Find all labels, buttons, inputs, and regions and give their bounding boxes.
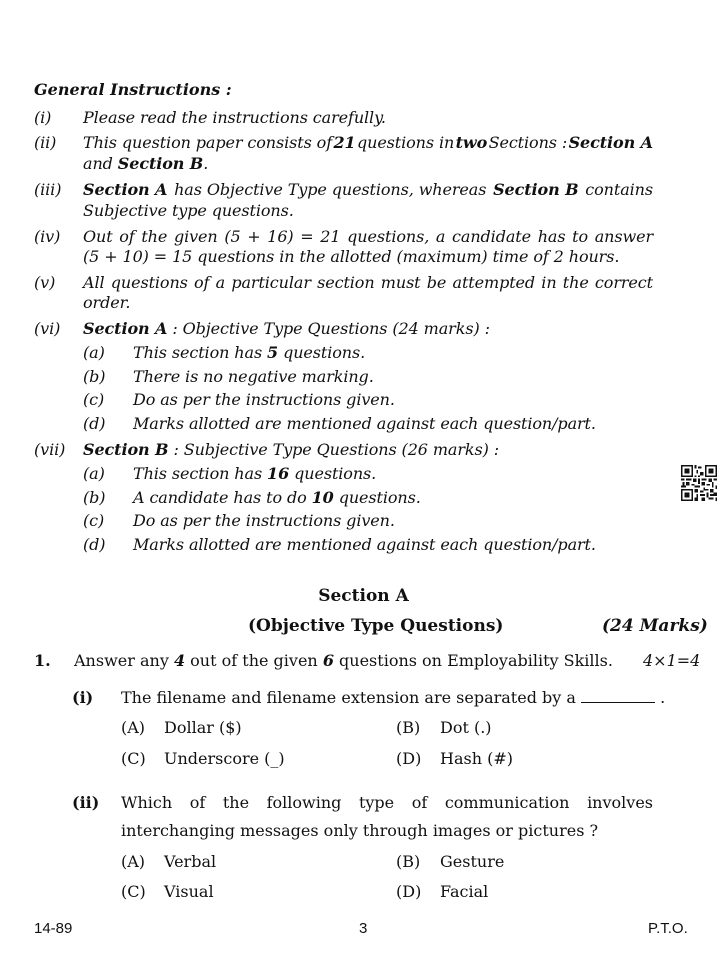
subquestion-fragment: .	[660, 688, 666, 707]
instruction-text-ii-line1	[83, 133, 653, 152]
sub-fragment: A candidate has to do	[133, 488, 312, 507]
option-label: (D)	[396, 749, 422, 768]
sub-fragment: questions.	[289, 464, 377, 483]
instruction-bold: Section A	[568, 133, 653, 152]
sub-text	[133, 464, 376, 483]
instruction-bold: Section A	[83, 319, 168, 338]
instruction-fragment: : Subjective Type Questions (26 marks) :	[168, 440, 500, 459]
instruction-bold: 21	[333, 133, 356, 152]
instruction-num: (iv)	[34, 227, 61, 246]
instruction-num: (ii)	[34, 133, 57, 152]
option-text: Dollar ($)	[164, 718, 242, 737]
sub-num: (a)	[83, 343, 105, 362]
instruction-bold: Section B	[493, 180, 579, 199]
instruction-fragment: This question paper consists of	[83, 133, 333, 152]
section-subtitle: (Objective Type Questions)	[248, 616, 504, 636]
option-text: Visual	[164, 882, 214, 901]
sub-text: Marks allotted are mentioned against each question/part.	[133, 414, 596, 433]
instruction-bold: Section B	[117, 154, 204, 173]
sub-text: Marks allotted are mentioned against each question/part.	[133, 535, 596, 554]
instruction-text: (5 + 10) = 15 questions in the allotted (maximum) time of 2 hours.	[83, 247, 620, 266]
section-a-instruction-heading	[83, 319, 490, 338]
instruction-num: (vii)	[34, 440, 66, 459]
sub-fragment: This section has	[133, 464, 268, 483]
instruction-num: (iii)	[34, 180, 62, 199]
sub-num: (a)	[83, 464, 105, 483]
option-label: (B)	[396, 852, 421, 871]
sub-text: There is no negative marking.	[133, 367, 374, 386]
instruction-text-iii-line1	[83, 180, 653, 199]
page-number: 3	[359, 920, 368, 937]
question-text	[74, 651, 613, 670]
option-label: (C)	[121, 882, 146, 901]
sub-text	[133, 488, 421, 507]
question-bold: 4	[173, 651, 186, 670]
instruction-bold: Section A	[83, 180, 168, 199]
instruction-text-ii-line2	[83, 154, 208, 173]
option-text: Facial	[440, 882, 489, 901]
sub-bold: 16	[267, 464, 290, 483]
instructions-heading: General Instructions :	[34, 80, 232, 99]
instruction-text: Please read the instructions carefully.	[83, 108, 386, 127]
subquestion-text	[121, 688, 665, 707]
instruction-fragment: : Objective Type Questions (24 marks) :	[167, 319, 490, 338]
instruction-bold: Section B	[83, 440, 169, 459]
sub-num: (d)	[83, 535, 106, 554]
instruction-fragment: Sections :	[488, 133, 568, 152]
sub-num: (b)	[83, 367, 106, 386]
paper-code: 14-89	[34, 920, 73, 937]
instruction-fragment: contains	[585, 180, 653, 199]
option-label: (C)	[121, 749, 146, 768]
instruction-text: Out of the given (5 + 16) = 21 questions, a candidate has to answer	[83, 227, 653, 246]
sub-bold: 10	[311, 488, 334, 507]
option-label: (A)	[121, 852, 146, 871]
question-fragment: questions on Employability Skills.	[333, 651, 613, 670]
question-number: 1.	[34, 651, 51, 670]
subquestion-fragment: The filename and filename extension are separated by a	[121, 688, 576, 707]
subquestion-text: Which of the following type of communication involves	[121, 793, 653, 812]
question-fragment: out of the given	[185, 651, 323, 670]
option-text: Underscore (_)	[164, 749, 285, 768]
option-label: (D)	[396, 882, 422, 901]
instruction-text: Subjective type questions.	[83, 201, 294, 220]
option-text: Hash (#)	[440, 749, 513, 768]
sub-num: (c)	[83, 390, 105, 409]
section-marks: (24 Marks)	[602, 616, 708, 636]
sub-text	[133, 343, 365, 362]
sub-num: (c)	[83, 511, 105, 530]
answer-blank	[581, 690, 655, 703]
question-bold: 6	[322, 651, 334, 670]
instruction-text: order.	[83, 293, 131, 312]
option-text: Verbal	[164, 852, 217, 871]
instruction-fragment: questions in	[356, 133, 455, 152]
sub-text: Do as per the instructions given.	[133, 390, 395, 409]
qr-code-icon	[681, 465, 717, 501]
question-marks: 4×1=4	[643, 651, 701, 670]
subquestion-number: (ii)	[72, 793, 100, 812]
sub-fragment: This section has	[133, 343, 268, 362]
instruction-fragment: and	[83, 154, 118, 173]
option-text: Dot (.)	[440, 718, 492, 737]
sub-text: Do as per the instructions given.	[133, 511, 395, 530]
instruction-text: All questions of a particular section must be attempted in the correct	[83, 273, 653, 292]
question-fragment: Answer any	[74, 651, 174, 670]
instruction-num: (vi)	[34, 319, 61, 338]
sub-bold: 5	[267, 343, 279, 362]
option-text: Gesture	[440, 852, 505, 871]
instruction-fragment: has Objective Type questions, whereas	[174, 180, 487, 199]
sub-num: (d)	[83, 414, 106, 433]
section-title: Section A	[318, 586, 409, 606]
sub-fragment: questions.	[278, 343, 366, 362]
instruction-bold: two	[455, 133, 488, 152]
section-b-instruction-heading	[83, 440, 499, 459]
instruction-fragment: .	[203, 154, 209, 173]
pto-label: P.T.O.	[648, 920, 688, 937]
sub-fragment: questions.	[333, 488, 421, 507]
option-label: (A)	[121, 718, 146, 737]
instruction-num: (i)	[34, 108, 52, 127]
option-label: (B)	[396, 718, 421, 737]
sub-num: (b)	[83, 488, 106, 507]
subquestion-number: (i)	[72, 688, 94, 707]
instruction-num: (v)	[34, 273, 56, 292]
subquestion-text: interchanging messages only through images or pictures ?	[121, 821, 599, 840]
